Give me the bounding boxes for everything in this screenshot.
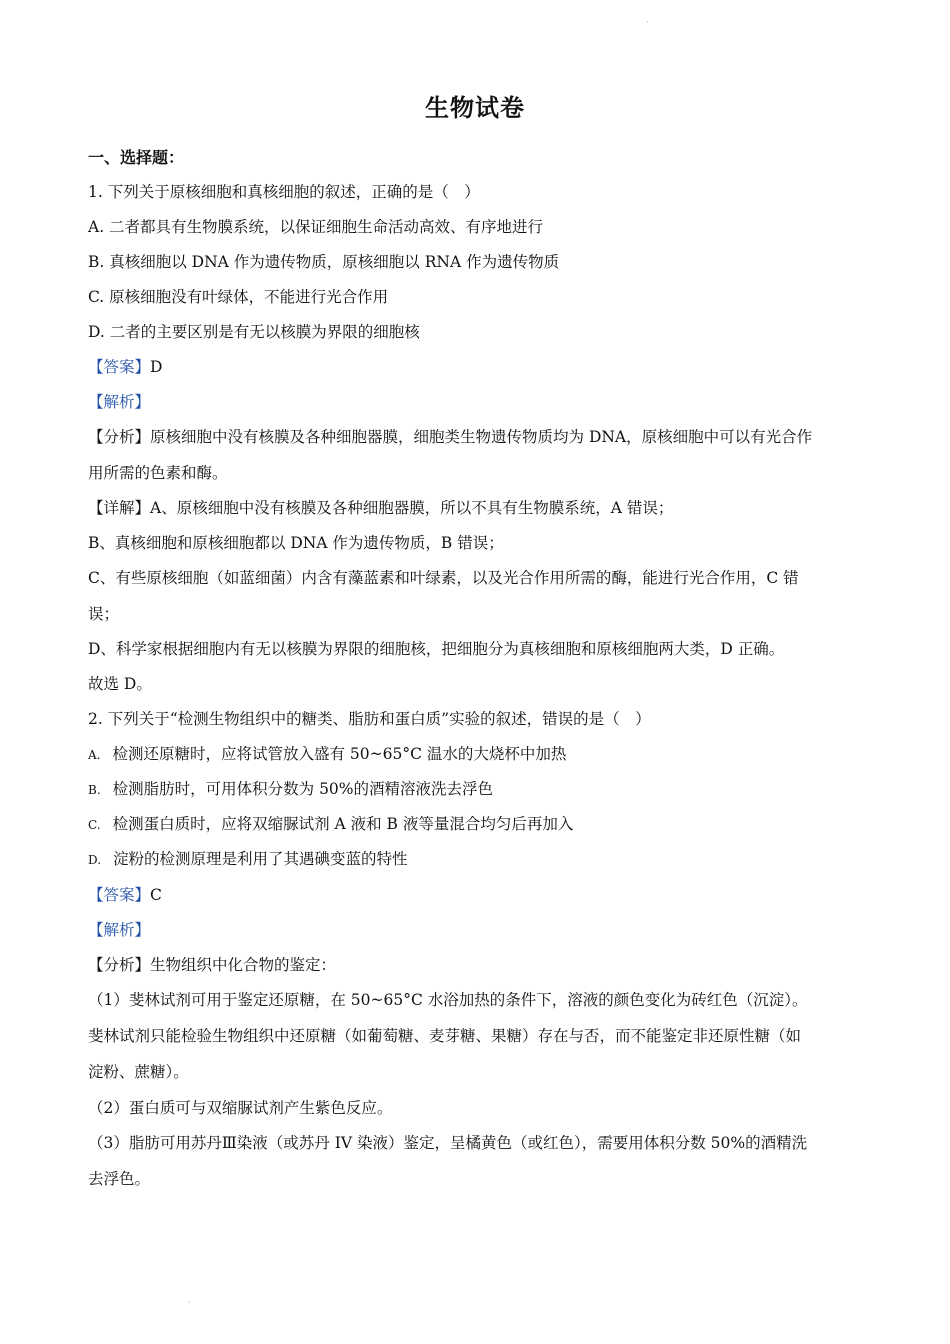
page-title: 生物试卷 [425,93,525,122]
fenxi-tag: 【分析】 [88,956,151,974]
q2-point-1-cont: 斐林试剂只能检验生物组织中还原糖（如葡萄糖、麦芽糖、果糖）存在与否，而不能鉴定非还原性糖（如 [88,1027,802,1045]
q1-detail-b: B、真核细胞和原核细胞都以 DNA 作为遗传物质，B 错误； [88,534,504,552]
q2-option-c [88,814,868,835]
q1-detail-c: C、有些原核细胞（如蓝细菌）内含有藻蓝素和叶绿素，以及光合作用所需的酶，能进行光合作用，C 错 [88,569,799,587]
q2-option-b [88,779,868,800]
option-text: 检测还原糖时，应将试管放入盛有 50~65°C 温水的大烧杯中加热 [112,745,567,763]
fenxi-text: 生物组织中化合物的鉴定： [150,956,337,974]
q1-stem: 1. 下列关于原核细胞和真核细胞的叙述，正确的是（ ） [88,183,480,201]
answer-value: D [150,358,163,376]
option-letter: B. [88,783,101,797]
q1-detail-c-cont: 误； [88,605,120,623]
q1-option-c: C. 原核细胞没有叶绿体，不能进行光合作用 [88,288,389,306]
option-text: 淀粉的检测原理是利用了其遇碘变蓝的特性 [113,850,408,868]
option-letter: D. [88,853,102,867]
fenxi-tag: 【分析】 [88,428,151,446]
q1-option-b: B. 真核细胞以 DNA 作为遗传物质，原核细胞以 RNA 作为遗传物质 [88,253,560,271]
option-text: 检测蛋白质时，应将双缩脲试剂 A 液和 B 液等量混合均匀后再加入 [112,815,574,833]
q1-analysis-tag: 【解析】 [88,393,151,411]
q2-option-a [88,744,868,765]
scan-dot-top: · [646,18,649,27]
q1-answer [88,357,868,377]
q2-stem: 2. 下列关于“检测生物组织中的糖类、脂肪和蛋白质”实验的叙述，错误的是（ ） [88,710,651,728]
option-letter: A. [88,748,101,762]
q2-answer [88,885,868,905]
q1-conclusion: 故选 D。 [88,675,152,693]
q2-point-1-cont2: 淀粉、蔗糖）。 [88,1063,189,1081]
answer-tag: 【答案】 [88,358,151,376]
q2-point-2: （2）蛋白质可与双缩脲试剂产生紫色反应。 [88,1099,393,1117]
q1-fenxi-cont: 用所需的色素和酶。 [88,464,228,482]
option-letter: C. [88,818,101,832]
answer-value: C [150,886,162,904]
q1-detail-d: D、科学家根据细胞内有无以核膜为界限的细胞核，把细胞分为真核细胞和原核细胞两大类，D 正确。 [88,640,785,658]
fenxi-text: 原核细胞中没有核膜及各种细胞器膜，细胞类生物遗传物质均为 DNA，原核细胞中可以有光合作 [150,428,813,446]
q2-point-3: （3）脂肪可用苏丹Ⅲ染液（或苏丹 IV 染液）鉴定，呈橘黄色（或红色），需要用体积分数 50%的酒精洗 [88,1134,808,1152]
xiangjie-text: A、原核细胞中没有核膜及各种细胞器膜，所以不具有生物膜系统，A 错误； [150,499,674,517]
option-text: 检测脂肪时，可用体积分数为 50%的酒精溶液洗去浮色 [112,780,494,798]
q2-point-3-cont: 去浮色。 [88,1170,151,1188]
section-heading: 一、选择题： [88,148,185,167]
q1-option-a: A. 二者都具有生物膜系统，以保证细胞生命活动高效、有序地进行 [88,218,544,236]
scan-dot-bottom: · [188,1298,191,1307]
answer-tag: 【答案】 [88,886,151,904]
q2-analysis-tag: 【解析】 [88,921,151,939]
q2-fenxi [88,955,868,975]
q1-fenxi [88,427,868,447]
xiangjie-tag: 【详解】 [88,499,151,517]
q2-option-d [88,849,868,870]
q1-xiangjie [88,498,868,518]
q1-option-d: D. 二者的主要区别是有无以核膜为界限的细胞核 [88,323,420,341]
q2-point-1: （1）斐林试剂可用于鉴定还原糖，在 50~65°C 水浴加热的条件下，溶液的颜色变化为砖红色（沉淀）。 [88,991,808,1009]
